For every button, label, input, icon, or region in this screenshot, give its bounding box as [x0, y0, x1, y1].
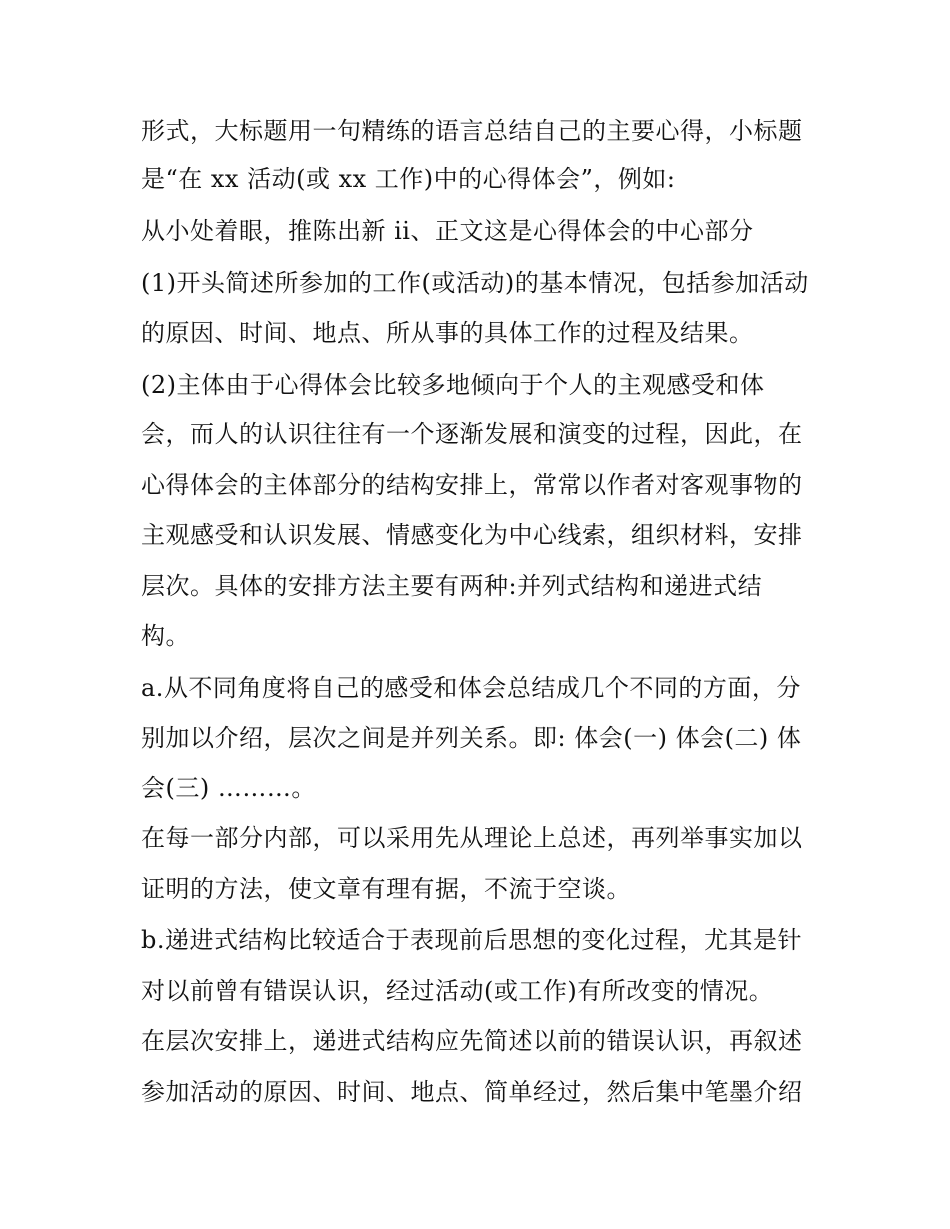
text-line: 构。 — [141, 622, 190, 650]
text-line: 主观感受和认识发展、情感变化为中心线索，组织材料，安排 — [141, 521, 803, 549]
text-line: 在每一部分内部，可以采用先从理论上总述，再列举事实加以 — [141, 824, 803, 852]
text-line: b.递进式结构比较适合于表现前后思想的变化过程，尤其是针 — [141, 926, 802, 954]
text-line: 层次。具体的安排方法主要有两种:并列式结构和递进式结 — [141, 572, 763, 600]
text-line: 是“在 xx 活动(或 xx 工作)中的心得体会”，例如: — [141, 165, 676, 193]
text-line: 证明的方法，使文章有理有据，不流于空谈。 — [141, 875, 631, 903]
text-line: (1)开头简述所参加的工作(或活动)的基本情况，包括参加活动 — [141, 269, 809, 297]
text-line: 心得体会的主体部分的结构安排上，常常以作者对客观事物的 — [141, 471, 803, 499]
text-line: 会(三) ………。 — [141, 774, 316, 802]
text-line: 从小处着眼，推陈出新 ii、正文这是心得体会的中心部分 — [141, 217, 754, 245]
text-line: 对以前曾有错误认识，经过活动(或工作)有所改变的情况。 — [141, 977, 774, 1005]
text-line: 别加以介绍，层次之间是并列关系。即: 体会(一) 体会(二) 体 — [141, 724, 802, 752]
text-line: 的原因、时间、地点、所从事的具体工作的过程及结果。 — [141, 319, 754, 347]
text-line: 形式，大标题用一句精练的语言总结自己的主要心得，小标题 — [141, 117, 803, 145]
text-line: 参加活动的原因、时间、地点、简单经过，然后集中笔墨介绍 — [141, 1078, 803, 1106]
text-line: 在层次安排上，递进式结构应先简述以前的错误认识，再叙述 — [141, 1027, 803, 1055]
text-line: a.从不同角度将自己的感受和体会总结成几个不同的方面，分 — [141, 674, 801, 702]
text-line: 会，而人的认识往往有一个逐渐发展和演变的过程，因此，在 — [141, 420, 803, 448]
text-line: (2)主体由于心得体会比较多地倾向于个人的主观感受和体 — [141, 371, 765, 399]
